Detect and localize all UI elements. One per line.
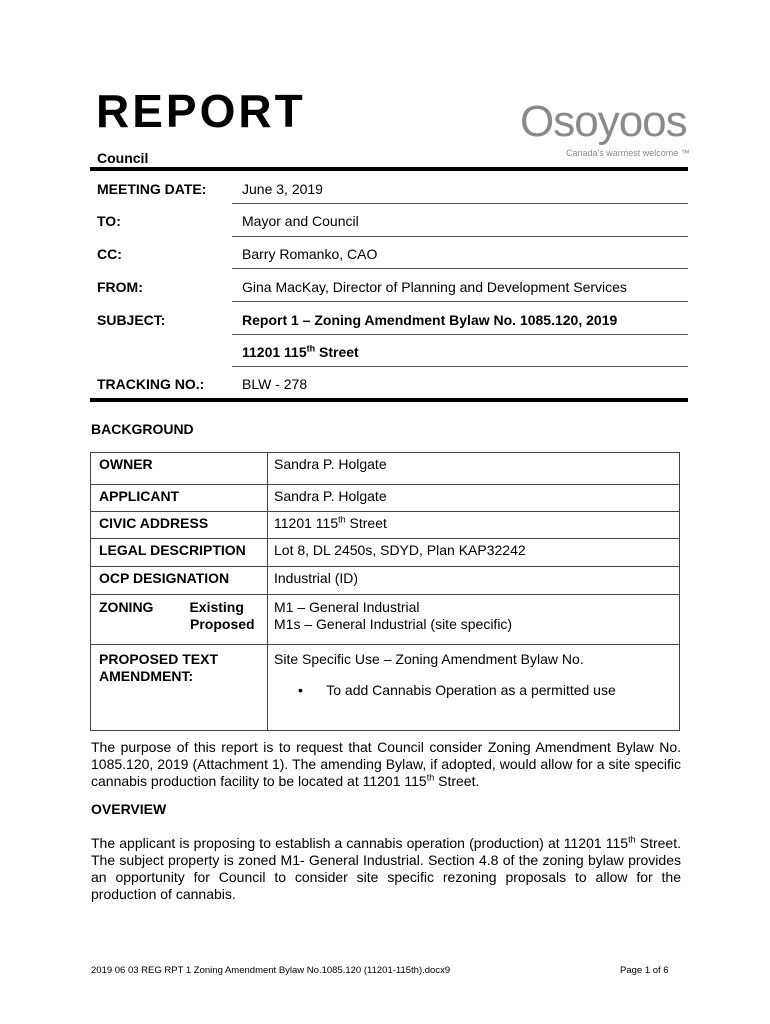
row-divider [232,236,688,237]
from-value: Gina MacKay, Director of Planning and Development Services [242,279,627,295]
from-label: FROM: [97,279,143,295]
meeting-date-label: MEETING DATE: [97,181,207,197]
table-row [91,645,680,731]
ocp-designation-value: Industrial (ID) [268,567,680,595]
amendment-label-line-1: PROPOSED TEXT [99,651,219,667]
zoning-proposed-label: Proposed [190,616,255,632]
header-rule-top [90,167,688,171]
row-divider [232,268,688,269]
bullet-icon: • [298,682,303,698]
subject-line-2: 11201 115th Street [242,343,359,360]
footer-page-number: Page 1 of 6 [620,965,669,976]
department-label: Council [97,150,149,166]
amendment-label-line-2: AMENDMENT: [99,668,194,684]
header-rule-bottom [90,398,688,402]
amendment-label-cell [91,645,268,731]
row-divider [232,301,688,302]
subject-label: SUBJECT: [97,312,166,328]
legal-description-value: Lot 8, DL 2450s, SDYD, Plan KAP32242 [268,539,680,567]
to-value: Mayor and Council [242,213,359,229]
overview-paragraph: The applicant is proposing to establish a cannabis operation (production) at 11201 115th Street. The subject property is zoned M1- General Industrial. Section 4.8 of the zoning bylaw provides an opportunity for Council to consider site specific rezoning proposals to allow for the production of cannabis. [91,834,681,902]
tracking-label: TRACKING NO.: [97,376,205,392]
logo-wordmark: Osoyoos [520,97,687,146]
tracking-value: BLW - 278 [242,376,308,392]
owner-value: Sandra P. Holgate [268,453,680,485]
background-heading: BACKGROUND [91,421,194,437]
subject-line-1: Report 1 – Zoning Amendment Bylaw No. 1085.120, 2019 [242,312,618,328]
footer-filename: 2019 06 03 REG RPT 1 Zoning Amendment Bylaw No.1085.120 (11201-115th).docx9 [91,965,451,976]
logo-tagline: Canada's warmest welcome ™ [566,148,690,158]
row-divider [232,203,688,204]
legal-description-label: LEGAL DESCRIPTION [91,539,268,567]
zoning-label: ZONING [99,599,154,615]
ocp-designation-label: OCP DESIGNATION [91,567,268,595]
civic-address-value: 11201 115th Street [268,512,680,539]
table-row [91,485,680,512]
table-row [91,567,680,595]
osoyoos-logo [520,97,690,170]
overview-heading: OVERVIEW [91,801,167,817]
purpose-paragraph: The purpose of this report is to request that Council consider Zoning Amendment Bylaw No. 1085.120, 2019 (Attachment 1). The amending Bylaw, if adopted, would allow for a site specific cannabis production facility to be located at 11201 115th Street. [91,739,681,789]
table-row [91,595,680,645]
zoning-existing-label: Existing [189,599,244,615]
amendment-value: Site Specific Use – Zoning Amendment Bylaw No. [274,651,584,667]
zoning-value-cell [268,595,680,645]
table-row [91,512,680,539]
meeting-date-value: June 3, 2019 [242,181,323,197]
row-divider [232,366,688,367]
cc-label: CC: [97,246,122,262]
cc-value: Barry Romanko, CAO [242,246,378,262]
owner-label: OWNER [91,453,268,485]
amendment-bullet: • To add Cannabis Operation as a permitted use [298,682,616,698]
applicant-value: Sandra P. Holgate [268,485,680,512]
zoning-label-cell [91,595,268,645]
table-row [91,539,680,567]
report-title: REPORT [96,85,306,137]
row-divider [232,334,688,335]
amendment-value-cell [268,645,680,731]
zoning-existing-value: M1 – General Industrial [274,599,420,615]
to-label: TO: [97,213,121,229]
zoning-proposed-value: M1s – General Industrial (site specific) [274,616,513,632]
table-row [91,453,680,485]
civic-address-label: CIVIC ADDRESS [91,512,268,539]
background-table [90,452,680,731]
applicant-label: APPLICANT [91,485,268,512]
